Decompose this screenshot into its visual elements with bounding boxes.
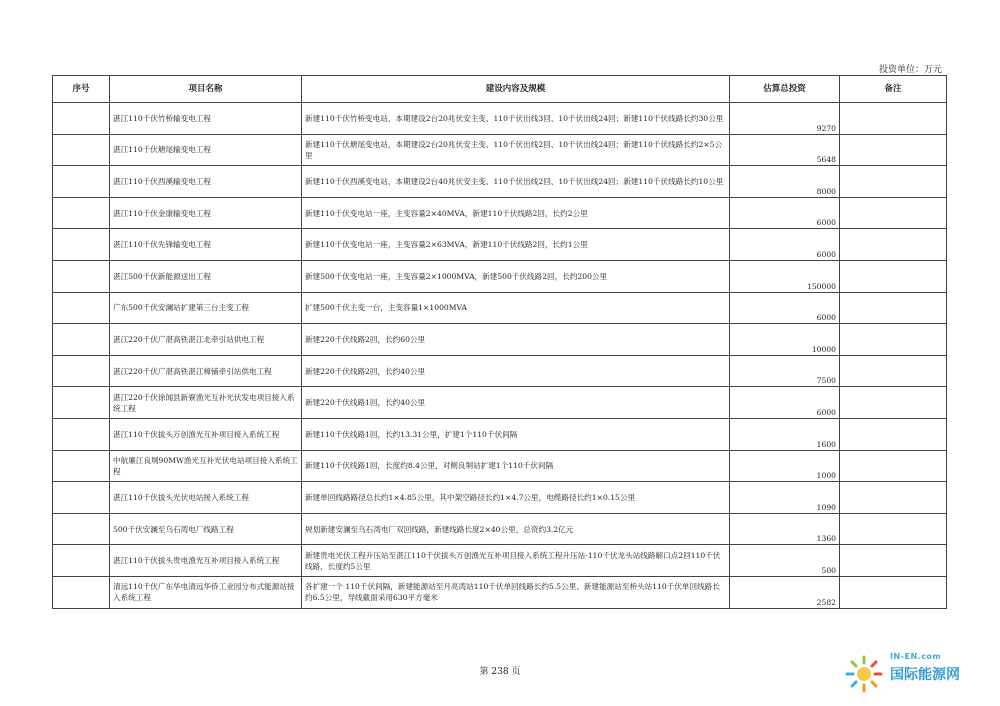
cell-content: 新建110千伏变电站一座，主变容量2×40MVA，新建110千伏线路2回，长约2公里 (302, 197, 730, 229)
cell-project-name: 湛江110千伏先锋输变电工程 (110, 229, 302, 261)
table-row (53, 229, 947, 261)
cell-project-name: 湛江110千伏竹桥输变电工程 (110, 103, 302, 135)
cell-seq (53, 576, 110, 608)
cell-content: 新建贵电光伏工程升压站至湛江110千伏拔头万创渔光互补项目接入系统工程升压站-110千伏龙头站线路解口点2回110千伏线路，长度约5公里 (302, 545, 730, 577)
cell-note (840, 387, 947, 419)
cell-project-name: 500千伏安澜至乌石湾电厂线路工程 (110, 513, 302, 545)
cell-note (840, 260, 947, 292)
cell-project-name: 中航廉江良垌90MW渔光互补光伏电站项目接入系统工程 (110, 450, 302, 482)
cell-amount: 1360 (730, 513, 840, 545)
table-header-row (53, 76, 947, 103)
cell-seq (53, 324, 110, 356)
table-row (53, 513, 947, 545)
cell-content: 新建500千伏变电站一座，主变容量2×1000MVA，新建500千伏线路2回，长约200公里 (302, 260, 730, 292)
cell-seq (53, 292, 110, 324)
cell-amount: 1600 (730, 418, 840, 450)
cell-seq (53, 545, 110, 577)
cell-seq (53, 513, 110, 545)
cell-note (840, 103, 947, 135)
logo-text-cn: 国际能源网 (890, 667, 960, 683)
cell-note (840, 513, 947, 545)
cell-amount: 7500 (730, 355, 840, 387)
table-row (53, 103, 947, 135)
cell-note (840, 197, 947, 229)
table-row (53, 292, 947, 324)
cell-content: 新建110千伏竹桥变电站，本期建设2台20兆伏安主变、110千伏出线3回、10千伏出线24回；新建110千伏线路长约30公里 (302, 103, 730, 135)
cell-seq (53, 418, 110, 450)
cell-note (840, 545, 947, 577)
cell-amount: 10000 (730, 324, 840, 356)
cell-note (840, 166, 947, 198)
cell-content: 新建110千伏塘尾变电站，本期建设2台20兆伏安主变、110千伏出线2回、10千伏出线24回；新建110千伏线路长约2×5公里 (302, 134, 730, 166)
cell-note (840, 482, 947, 514)
cell-project-name: 湛江500千伏新能源送出工程 (110, 260, 302, 292)
cell-seq (53, 103, 110, 135)
cell-project-name: 湛江220千伏广湛高铁湛江北牵引站供电工程 (110, 324, 302, 356)
cell-project-name: 清远110千伏广东华电清远华侨工业园分布式能源站接入系统工程 (110, 576, 302, 608)
cell-seq (53, 166, 110, 198)
header-name: 项目名称 (110, 76, 302, 103)
cell-seq (53, 260, 110, 292)
header-seq: 序号 (53, 76, 110, 103)
project-table (52, 75, 947, 609)
page-number: 第 238 页 (479, 667, 521, 677)
table-row (53, 260, 947, 292)
cell-project-name: 湛江110千伏西溪输变电工程 (110, 166, 302, 198)
cell-content: 新建110千伏线路1回，长度约8.4公里，对侧良垌站扩建1个110千伏间隔 (302, 450, 730, 482)
cell-note (840, 355, 947, 387)
cell-seq (53, 355, 110, 387)
header-amount: 估算总投资 (730, 76, 840, 103)
cell-project-name: 湛江110千伏拔头贵电渔光互补项目接入系统工程 (110, 545, 302, 577)
cell-project-name: 湛江110千伏塘尾输变电工程 (110, 134, 302, 166)
table-row (53, 166, 947, 198)
cell-amount: 1090 (730, 482, 840, 514)
cell-amount: 150000 (730, 260, 840, 292)
cell-amount: 5648 (730, 134, 840, 166)
cell-amount: 500 (730, 545, 840, 577)
cell-amount: 2582 (730, 576, 840, 608)
header-note: 备注 (840, 76, 947, 103)
cell-amount: 6000 (730, 387, 840, 419)
cell-content: 新建220千伏线路2回，长约60公里 (302, 324, 730, 356)
cell-content: 扩建500千伏主变一台，主变容量1×1000MVA (302, 292, 730, 324)
cell-seq (53, 134, 110, 166)
table-row (53, 418, 947, 450)
cell-seq (53, 229, 110, 261)
cell-seq (53, 387, 110, 419)
cell-content: 新建110千伏西溪变电站，本期建设2台40兆伏安主变、110千伏出线2回、10千伏出线24回；新建110千伏线路长约10公里 (302, 166, 730, 198)
table-row (53, 355, 947, 387)
cell-content: 新建110千伏线路1回，长约13.31公里，扩建1个110千伏间隔 (302, 418, 730, 450)
cell-amount: 6000 (730, 197, 840, 229)
cell-amount: 8000 (730, 166, 840, 198)
cell-content: 新建110千伏变电站一座，主变容量2×63MVA，新建110千伏线路2回，长约1公里 (302, 229, 730, 261)
site-logo (838, 650, 998, 700)
header-content: 建设内容及规模 (302, 76, 730, 103)
table-row (53, 576, 947, 608)
cell-amount: 1000 (730, 450, 840, 482)
cell-project-name: 湛江110千伏拔头万创渔光互补项目接入系统工程 (110, 418, 302, 450)
cell-project-name: 湛江110千伏拔头光伏电站接入系统工程 (110, 482, 302, 514)
table-row (53, 482, 947, 514)
cell-note (840, 292, 947, 324)
cell-project-name: 湛江220千伏徐闻县新寮渔光互补光伏发电项目接入系统工程 (110, 387, 302, 419)
cell-content: 新建220千伏线路2回，长约40公里 (302, 355, 730, 387)
cell-seq (53, 482, 110, 514)
table-row (53, 197, 947, 229)
table-row (53, 134, 947, 166)
cell-content: 各扩建一个 110千伏间隔，新建能源站至月亮湾站110千伏单回线路长约5.5公里、新建能源站至桥头站110千伏单回线路长约6.5公里，导线截面采用630平方毫米 (302, 576, 730, 608)
table-row (53, 450, 947, 482)
table-row (53, 545, 947, 577)
cell-note (840, 418, 947, 450)
logo-text-en: IN-EN.com (890, 652, 942, 661)
cell-content: 新建220千伏线路1回，长约40公里 (302, 387, 730, 419)
cell-note (840, 134, 947, 166)
cell-note (840, 450, 947, 482)
table-row (53, 324, 947, 356)
cell-note (840, 324, 947, 356)
cell-project-name: 湛江220千伏广湛高铁湛江樟铺牵引站供电工程 (110, 355, 302, 387)
cell-note (840, 229, 947, 261)
cell-amount: 6000 (730, 229, 840, 261)
cell-amount: 9270 (730, 103, 840, 135)
cell-content: 新建单回线路路径总长约1×4.85公里，其中架空路径长约1×4.7公里，电缆路径长约1×0.15公里 (302, 482, 730, 514)
table-row (53, 387, 947, 419)
sun-logo-icon (844, 654, 884, 694)
cell-project-name: 广东500千伏安澜站扩建第三台主变工程 (110, 292, 302, 324)
table-body (53, 103, 947, 609)
cell-seq (53, 197, 110, 229)
cell-project-name: 湛江110千伏金康输变电工程 (110, 197, 302, 229)
cell-seq (53, 450, 110, 482)
cell-content: 规划新建安澜至乌石湾电厂双回线路，新建线路长度2×40公里，总资约3.2亿元 (302, 513, 730, 545)
cell-note (840, 576, 947, 608)
investment-unit-label: 投资单位：万元 (878, 65, 942, 75)
cell-amount: 6000 (730, 292, 840, 324)
